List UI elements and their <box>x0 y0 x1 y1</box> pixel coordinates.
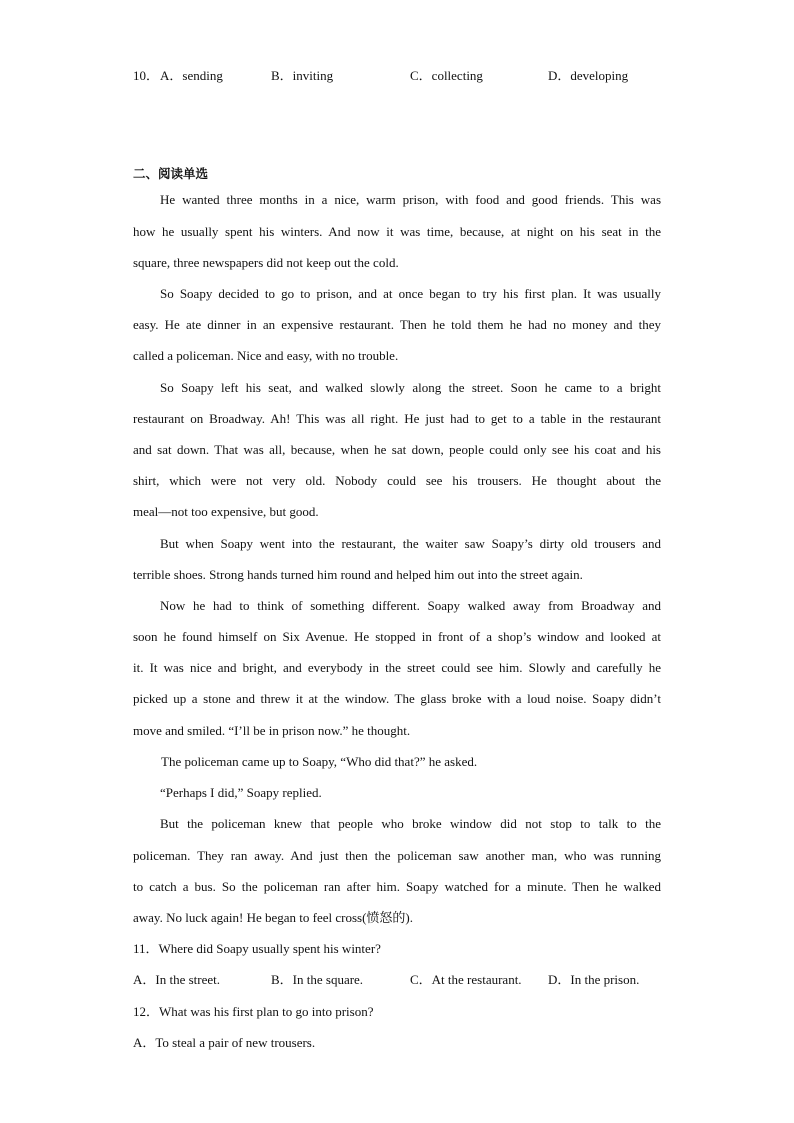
option-d: D．developing <box>548 68 629 83</box>
option-c: C．collecting <box>410 68 483 83</box>
passage-line: shirt, which were not very old. Nobody could see his trousers. He thought about the <box>133 473 661 488</box>
passage-line: So Soapy left his seat, and walked slowly along the street. Soon he came to a bright <box>160 380 661 395</box>
option-d: D．In the prison. <box>548 972 640 987</box>
passage-line: restaurant on Broadway. Ah! This was all right. He just had to get to a table in the restaurant <box>133 411 661 426</box>
option-c: C．At the restaurant. <box>410 972 522 987</box>
passage-line: picked up a stone and threw it at the window. The glass broke with a loud noise. Soapy didn’t <box>133 691 661 706</box>
passage-line: it. It was nice and bright, and everybody in the street could see him. Slowly and carefully he <box>133 660 661 675</box>
question-text: 12．What was his first plan to go into prison? <box>133 1004 374 1019</box>
passage-line: meal—not too expensive, but good. <box>133 504 319 519</box>
question-text: 11．Where did Soapy usually spent his winter? <box>133 941 381 956</box>
passage-line: But the policeman knew that people who broke window did not stop to talk to the <box>160 816 661 831</box>
passage-line: easy. He ate dinner in an expensive restaurant. Then he told them he had no money and they <box>133 317 661 332</box>
option-a: A．To steal a pair of new trousers. <box>133 1035 316 1050</box>
question-number: 10． <box>133 68 160 83</box>
passage-line: soon he found himself on Six Avenue. He stopped in front of a shop’s window and looked at <box>133 629 661 644</box>
option-a: A．In the street. <box>133 972 221 987</box>
passage-line: He wanted three months in a nice, warm prison, with food and good friends. This was <box>160 192 661 207</box>
passage-line: to catch a bus. So the policeman ran after him. Soapy watched for a minute. Then he walked <box>133 879 661 894</box>
passage-line: So Soapy decided to go to prison, and at once began to try his first plan. It was usually <box>160 286 661 301</box>
passage-line: policeman. They ran away. And just then the policeman saw another man, who was running <box>133 848 661 863</box>
passage-line: square, three newspapers did not keep out the cold. <box>133 255 399 270</box>
passage-line: and sat down. That was all, because, when he sat down, people could only see his coat and his <box>133 442 661 457</box>
passage-line: move and smiled. “I’ll be in prison now.” he thought. <box>133 723 411 738</box>
passage-line: “Perhaps I did,” Soapy replied. <box>160 785 322 800</box>
passage-line: But when Soapy went into the restaurant, the waiter saw Soapy’s dirty old trousers and <box>160 536 661 551</box>
passage-line: The policeman came up to Soapy, “Who did that?” he asked. <box>161 754 478 769</box>
section-heading: 二、阅读单选 <box>133 166 209 181</box>
passage-line: called a policeman. Nice and easy, with no trouble. <box>133 348 399 363</box>
option-a: A．sending <box>160 68 223 83</box>
passage-line: away. No luck again! He began to feel cross(愤怒的). <box>133 910 414 925</box>
option-b: B．In the square. <box>271 972 364 987</box>
passage-line: Now he had to think of something different. Soapy walked away from Broadway and <box>160 598 661 613</box>
option-b: B．inviting <box>271 68 334 83</box>
passage-line: how he usually spent his winters. And now it was time, because, at night on his seat in the <box>133 224 661 239</box>
passage-line: terrible shoes. Strong hands turned him round and helped him out into the street again. <box>133 567 583 582</box>
